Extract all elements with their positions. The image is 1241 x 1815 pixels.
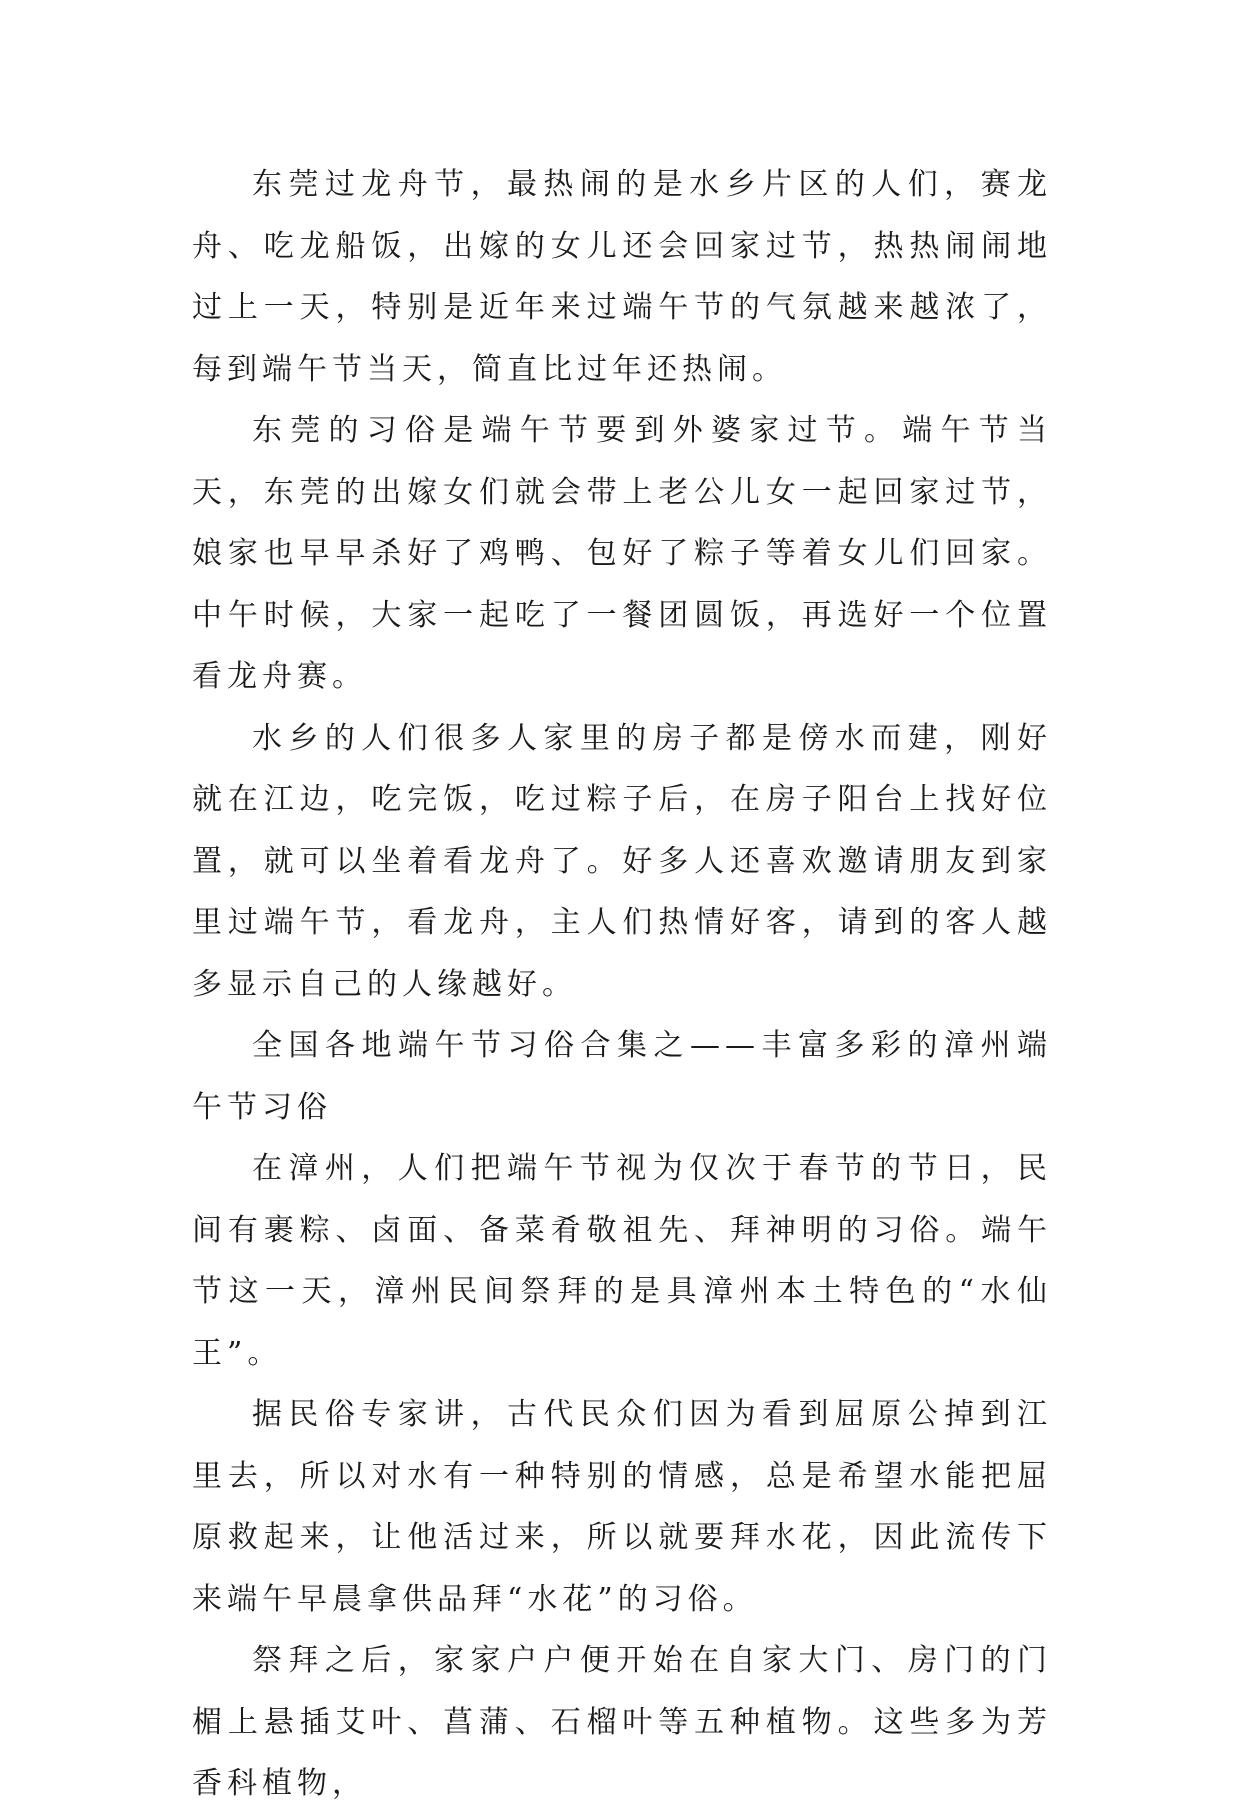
section-heading-zhangzhou: 全国各地端午节习俗合集之——丰富多彩的漳州端午节习俗 (192, 1028, 1052, 1125)
document-body (192, 154, 1052, 1815)
paragraph-dongguan-custom: 东莞的习俗是端午节要到外婆家过节。端午节当天，东莞的出嫁女们就会带上老公儿女一起回家过节，娘家也早早杀好了鸡鸭、包好了粽子等着女儿们回家。中午时候，大家一起吃了一餐团圆饭，再选好一个位置看龙舟赛。 (192, 413, 1052, 694)
paragraph-zhangzhou-festival: 在漳州，人们把端午节视为仅次于春节的节日，民间有裹粽、卤面、备菜肴敬祖先、拜神明的习俗。端午节这一天，漳州民间祭拜的是具漳州本土特色的“水仙王”。 (192, 1151, 1052, 1371)
paragraph-waterside-homes: 水乡的人们很多人家里的房子都是傍水而建，刚好就在江边，吃完饭，吃过粽子后，在房子阳台上找好位置，就可以坐着看龙舟了。好多人还喜欢邀请朋友到家里过端午节，看龙舟，主人们热情好客，请到的客人越多显示自己的人缘越好。 (192, 720, 1052, 1002)
paragraph-hanging-plants: 祭拜之后，家家户户便开始在自家大门、房门的门楣上悬插艾叶、菖蒲、石榴叶等五种植物。这些多为芳香科植物， (192, 1643, 1052, 1801)
paragraph-dongguan-dragon-boat: 东莞过龙舟节，最热闹的是水乡片区的人们，赛龙舟、吃龙船饭，出嫁的女儿还会回家过节，热热闹闹地过上一天，特别是近年来过端午节的气氛越来越浓了，每到端午节当天，简直比过年还热闹。 (192, 167, 1052, 387)
paragraph-folk-expert: 据民俗专家讲，古代民众们因为看到屈原公掉到江里去，所以对水有一种特别的情感，总是希望水能把屈原救起来，让他活过来，所以就要拜水花，因此流传下来端午早晨拿供品拜“水花”的习俗。 (192, 1397, 1052, 1617)
